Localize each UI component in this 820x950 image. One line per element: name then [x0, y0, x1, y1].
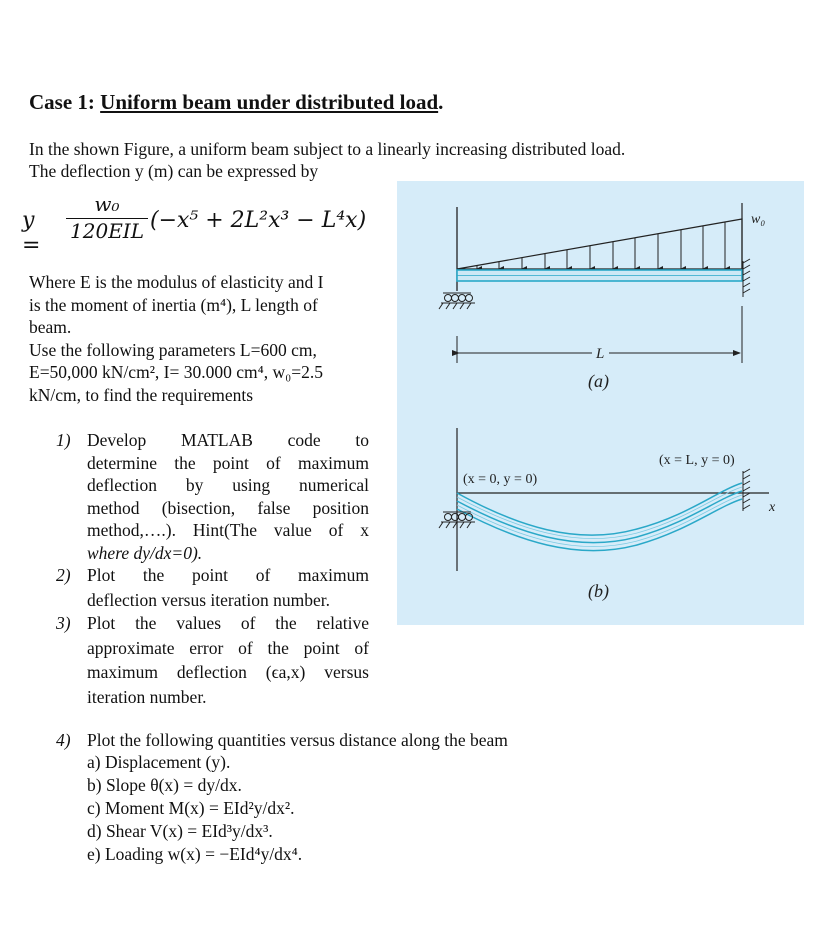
requirement-3	[56, 612, 376, 708]
where-line-3: beam.	[29, 317, 72, 337]
req3-line-4: iteration number.	[87, 686, 207, 707]
right-fixed-support-b	[743, 469, 750, 511]
intro-line-2: The deflection y (m) can be expressed by	[29, 161, 319, 181]
where-line-2: is the moment of inertia (m⁴), L length of	[29, 295, 318, 315]
requirement-4-number: 4)	[56, 730, 71, 750]
req1-line-1: Develop MATLAB code to	[87, 430, 369, 450]
right-fixed-support-a	[743, 259, 750, 297]
x-axis-label: x	[769, 500, 776, 515]
req1-line-4: method (bisection, false position	[87, 497, 369, 518]
title-suffix: .	[438, 90, 444, 114]
requirements-list	[56, 429, 376, 719]
req3-line-1: Plot the values of the relative	[87, 613, 369, 633]
caption-a: (a)	[588, 371, 609, 391]
req1-line-3: deflection by using numerical	[87, 475, 369, 495]
beam-figure	[397, 181, 804, 625]
req1-line-5: method,….). Hint(The value of x	[87, 520, 369, 540]
req2-line-2: deflection versus iteration number.	[87, 589, 330, 610]
where-line-5: E=50,000 kN/cm², I= 30.000 cm⁴, w₀=2.5	[29, 362, 323, 382]
req2-line-1: Plot the point of maximum	[87, 565, 369, 585]
equation-rhs: (−x⁵ + 2L²x³ − L⁴x)	[150, 208, 367, 233]
intro-line-1: In the shown Figure, a uniform beam subject to a linearly increasing distributed load.	[29, 139, 626, 159]
length-label: L	[596, 346, 605, 362]
distributed-load-triangle	[457, 219, 742, 269]
equation-lhs: y =	[22, 208, 41, 258]
quantity-e: e) Loading w(x) = −EId⁴y/dx⁴.	[87, 844, 303, 864]
quantity-c: c) Moment M(x) = EId²y/dx².	[87, 798, 295, 818]
caption-b: (b)	[588, 581, 609, 601]
where-line-4: Use the following parameters L=600 cm,	[29, 340, 317, 360]
equation-numerator: w₀	[94, 192, 120, 216]
requirement-3-number: 3)	[56, 613, 71, 633]
equation-fraction	[62, 192, 152, 243]
req3-line-3: maximum deflection (ϵa,x) versus	[87, 662, 369, 682]
quantity-b: b) Slope θ(x) = dy/dx.	[87, 775, 242, 795]
where-line-6: kN/cm, to find the requirements	[29, 385, 254, 405]
requirement-2-number: 2)	[56, 565, 71, 585]
left-boundary-condition: (x = 0, y = 0)	[463, 472, 538, 487]
right-boundary-condition: (x = L, y = 0)	[659, 453, 735, 468]
quantity-a: a) Displacement (y).	[87, 752, 231, 772]
title-main: Uniform beam under distributed load	[100, 90, 439, 114]
title-prefix: Case 1:	[29, 90, 101, 114]
equation-denominator: 120EIL	[70, 219, 144, 243]
left-pin-support-a	[439, 293, 475, 309]
page-title	[29, 90, 443, 115]
requirement-1	[56, 429, 376, 564]
requirement-2	[56, 564, 376, 612]
req3-line-2: approximate error of the point of	[87, 637, 369, 658]
req4-line-1: Plot the following quantities versus distance along the beam	[87, 730, 508, 750]
requirement-1-number: 1)	[56, 430, 71, 450]
where-line-1: Where E is the modulus of elasticity and I	[29, 272, 324, 292]
quantity-d: d) Shear V(x) = EId³y/dx³.	[87, 821, 273, 841]
beam-figure-svg	[397, 181, 804, 625]
req1-line-6: where dy/dx=0).	[87, 542, 203, 563]
req1-line-2: determine the point of maximum	[87, 452, 369, 473]
load-label: w₀	[751, 212, 766, 227]
